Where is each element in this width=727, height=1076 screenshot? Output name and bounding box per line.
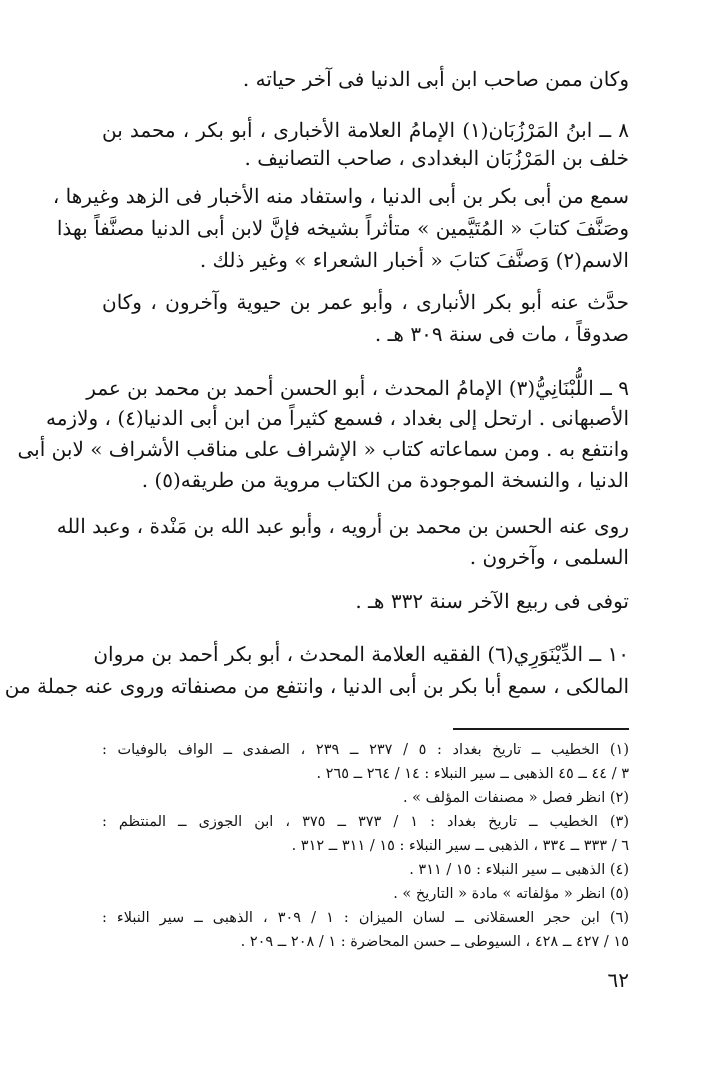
text-line: حدَّث عنه أبو بكر الأنبارى ، وأبو عمر بن حيوية وآخرون ، وكان — [102, 290, 629, 314]
text-line: سمع من أبى بكر بن أبى الدنيا ، واستفاد منه الأخبار فى الزهد وغيرها ، — [52, 184, 629, 208]
text-line: وانتفع به . ومن سماعاته كتاب « الإشراف على مناقب الأشراف » لابن أبى — [17, 437, 629, 461]
entry-10-heading: ١٠ ــ الدِّيْنَوَرِي(٦) الفقيه العلامة المحدث ، أبو بكر أحمد بن مروان — [93, 642, 629, 666]
entry-8-heading: ٨ ــ ابنُ المَرْزُبَان(١) الإمامُ العلامة الأخبارى ، أبو بكر ، محمد بن — [102, 118, 629, 142]
text-line: الاسم(٢) وَصنَّفَ كتابَ « أخبار الشعراء » وغير ذلك . — [199, 248, 629, 272]
text-line: السلمى ، وآخرون . — [469, 545, 629, 569]
text-line: صدوقاً ، مات فى سنة ٣٠٩ هـ . — [374, 322, 629, 346]
text-line: وصَنَّفَ كتابَ « المُتَيَّمين » متأثراً بشيخه فإنَّ لابن أبى الدنيا مصنَّفاً بهذا — [56, 216, 629, 240]
footnote-line: ٦ / ٣٣٣ ــ ٣٣٤ ، الذهبى ــ سير النبلاء : ١٥ / ٣١١ ــ ٣١٢ . — [291, 838, 629, 854]
text-line: روى عنه الحسن بن محمد بن أرويه ، وأبو عبد الله بن مَنْدة ، وعبد الله — [56, 514, 629, 538]
text-line: الأصبهانى . ارتحل إلى بغداد ، فسمع كثيراً من ابن أبى الدنيا(٤) ، ولازمه — [45, 406, 629, 430]
text-line: الدنيا ، والنسخة الموجودة من الكتاب مروية من طريقه(٥) . — [141, 468, 629, 492]
page-number: ٦٢ — [607, 968, 629, 992]
footnote-line: (٥) انظر « مؤلفاته » مادة « التاريخ » . — [393, 886, 629, 902]
entry-9-heading: ٩ ــ اللُّبْنَانِيُّ(٣) الإمامُ المحدث ، أبو الحسن أحمد بن محمد بن عمر — [86, 376, 629, 400]
text-line: المالكى ، سمع أبا بكر بن أبى الدنيا ، وانتفع من مصنفاته وروى عنه جملة من — [4, 674, 629, 698]
text-line: توفى فى ربيع الآخر سنة ٣٣٢ هـ . — [355, 589, 629, 613]
text-line: وكان ممن صاحب ابن أبى الدنيا فى آخر حياته . — [242, 67, 629, 91]
footnote-line: (٣) الخطيب ــ تاريخ بغداد : ١ / ٣٧٣ ــ ٣٧٥ ، ابن الجوزى ــ المنتظم : — [102, 814, 630, 830]
footnote-line: (٢) انظر فصل « مصنفات المؤلف » . — [402, 790, 629, 806]
footnote-line: ١٥ / ٤٢٧ ــ ٤٢٨ ، السيوطى ــ حسن المحاضرة : ١ / ٢٠٨ ــ ٢٠٩ . — [240, 934, 629, 950]
text-line: خلف بن المَرْزُبَان البغدادى ، صاحب التصانيف . — [244, 146, 629, 170]
footnote-line: (١) الخطيب ــ تاريخ بغداد : ٥ / ٢٣٧ ــ ٢٣٩ ، الصفدى ــ الواف بالوفيات : — [102, 742, 629, 758]
footnote-line: ٣ / ٤٤ ــ ٤٥ الذهبى ــ سير النبلاء : ١٤ / ٢٦٤ ــ ٢٦٥ . — [316, 766, 629, 782]
footnote-line: (٤) الذهبى ــ سير النبلاء : ١٥ / ٣١١ . — [409, 862, 629, 878]
footnote-line: (٦) ابن حجر العسقلانى ــ لسان الميزان : ١ / ٣٠٩ ، الذهبى ــ سير النبلاء : — [102, 910, 629, 926]
footnotes — [4, 0, 630, 960]
